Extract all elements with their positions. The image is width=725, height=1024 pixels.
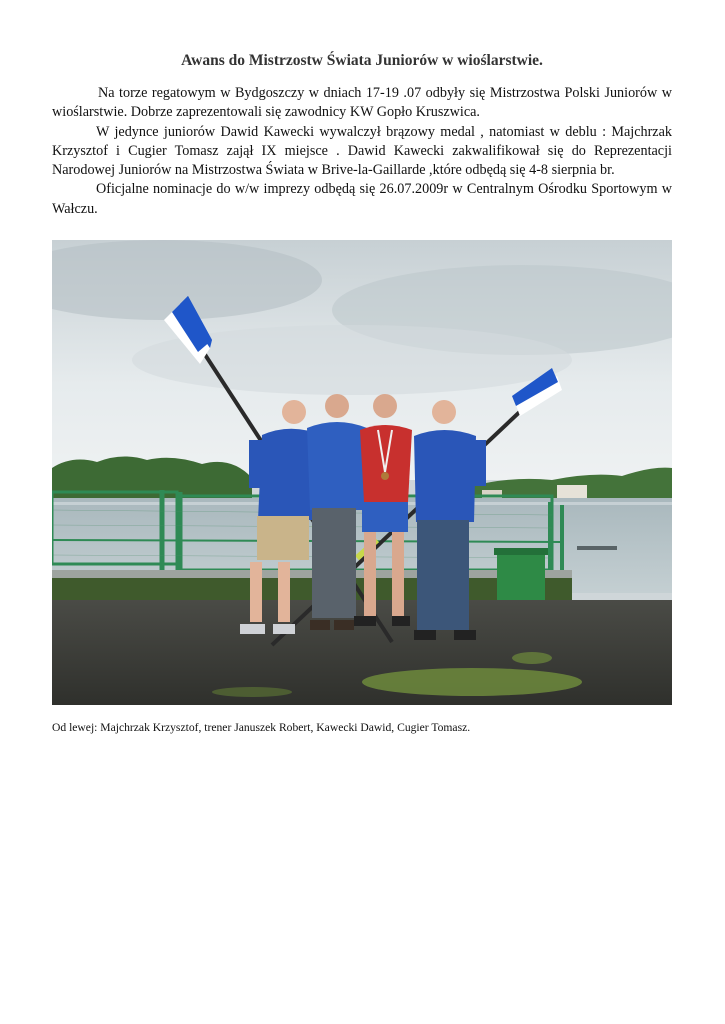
- paragraph-1: Na torze regatowym w Bydgoszczy w dniach 17-19 .07 odbyły się Mistrzostwa Polski Juniorów w wioślarstwie. Dobrze zaprezentowali się zawodnicy KW Gopło Kruszwica.: [52, 85, 672, 121]
- team-photo: [52, 240, 672, 705]
- green-bin: [497, 552, 545, 602]
- photo-caption: Od lewej: Majchrzak Krzysztof, trener Januszek Robert, Kawecki Dawid, Cugier Tomasz.: [52, 721, 471, 734]
- ground: [52, 600, 672, 705]
- article-body: [52, 84, 672, 219]
- paragraph-3: Oficjalne nominacje do w/w imprezy odbędą się 26.07.2009r w Centralnym Ośrodku Sportowym w Wałczu.: [52, 181, 672, 217]
- page-title: Awans do Mistrzostw Świata Juniorów w wioślarstwie.: [181, 52, 543, 69]
- paragraph-2: W jedynce juniorów Dawid Kawecki wywalczył brązowy medal , natomiast w deblu : Majchrzak Krzysztof i Cugier Tomasz zajął IX miejsce . Dawid Kawecki zakwalifikował się do Reprezentacji Narodowej Juniorów na Mistrzostwa Świata w Brive-la-Gaillarde ,które odbędą się 4-8 sierpnia br.: [52, 123, 672, 179]
